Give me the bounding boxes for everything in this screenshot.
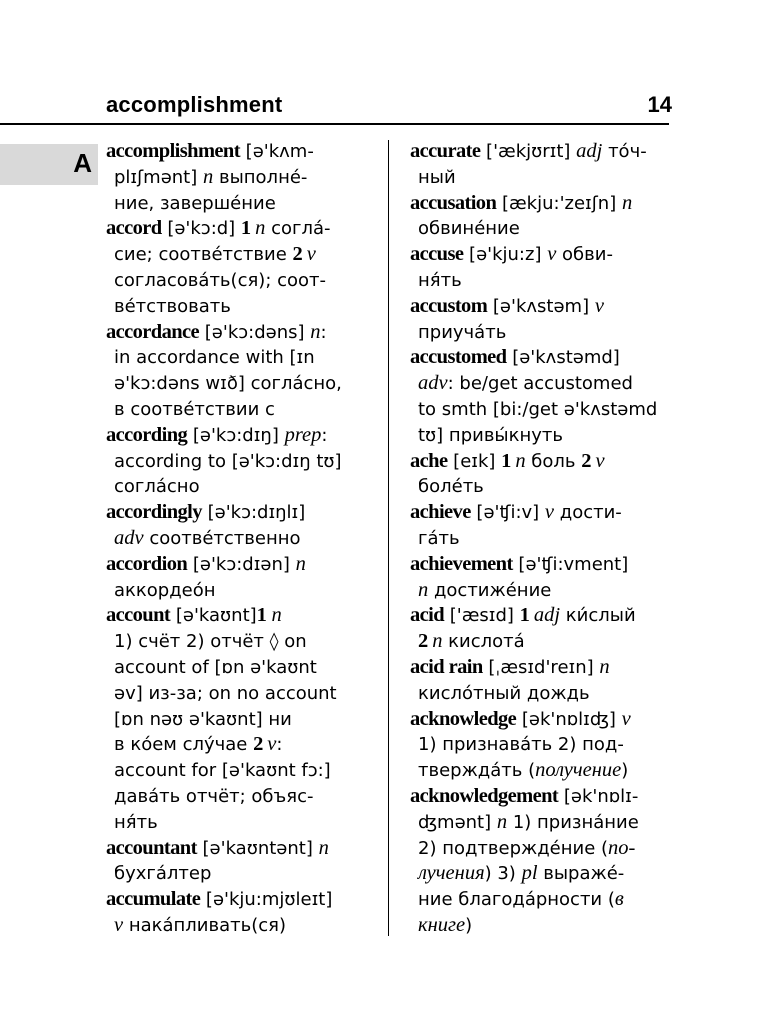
column-divider bbox=[388, 140, 389, 936]
entry-line bbox=[106, 216, 368, 242]
letter-thumb-tab bbox=[0, 144, 98, 185]
gloss-text: ве́тствовать bbox=[114, 295, 231, 317]
entry-line bbox=[410, 242, 672, 268]
gloss-text: 2) подтвержде́ние ( bbox=[418, 837, 609, 859]
entry-line bbox=[106, 526, 368, 552]
headword: 1 bbox=[501, 449, 516, 472]
gloss-text: кисло́тный дождь bbox=[418, 682, 590, 704]
dictionary-entry bbox=[106, 139, 368, 216]
entry-line bbox=[106, 887, 368, 913]
grammar-label: v bbox=[306, 243, 316, 266]
dictionary-entry bbox=[106, 500, 368, 552]
grammar-label: adj bbox=[576, 140, 603, 162]
entry-line bbox=[106, 603, 368, 629]
gloss-text: to smth [bi:/get ə'kʌstəmd bbox=[418, 398, 658, 420]
entry-line bbox=[106, 449, 368, 475]
headword: accuse bbox=[410, 243, 464, 266]
left-column bbox=[106, 139, 368, 939]
gloss-text: соотве́тственно bbox=[143, 527, 301, 549]
entry-line bbox=[410, 629, 672, 655]
entry-line bbox=[106, 474, 368, 500]
grammar-label: adv bbox=[418, 372, 448, 395]
entry-line bbox=[410, 913, 672, 939]
right-column bbox=[410, 139, 672, 939]
headword: 2 bbox=[418, 630, 433, 653]
headword: 2 bbox=[253, 733, 268, 756]
gloss-text: ) bbox=[465, 914, 473, 936]
grammar-label: получение bbox=[535, 759, 622, 782]
gloss-text: бухга́лтер bbox=[114, 863, 212, 885]
gloss-text: выраже́- bbox=[537, 863, 625, 885]
entry-line bbox=[410, 474, 672, 500]
headword: achievement bbox=[410, 552, 513, 575]
entry-line bbox=[106, 500, 368, 526]
transcription: [ə'kju:mjʊleɪt] bbox=[200, 889, 333, 911]
gloss-text: ) bbox=[621, 760, 629, 782]
entry-line bbox=[106, 552, 368, 578]
grammar-label: v bbox=[621, 707, 631, 730]
entry-line bbox=[106, 242, 368, 268]
transcription: [ɒn nəʊ ə'kaʊnt] bbox=[114, 708, 263, 730]
entry-line bbox=[410, 216, 672, 242]
dictionary-entry bbox=[410, 603, 672, 655]
dictionary-entry bbox=[106, 216, 368, 319]
transcription: [ə'kɔ:dɪən] bbox=[187, 553, 296, 575]
gloss-text: выполне́- bbox=[213, 166, 308, 188]
transcription: ʤmənt] bbox=[418, 811, 497, 833]
entry-line bbox=[410, 603, 672, 629]
dictionary-entry bbox=[410, 191, 672, 243]
headword: acknowledgement bbox=[410, 784, 559, 807]
dictionary-entry bbox=[410, 784, 672, 939]
headword: 1 bbox=[256, 604, 267, 627]
entry-line bbox=[410, 320, 672, 346]
gloss-text: приуча́ть bbox=[418, 321, 507, 343]
gloss-text: ня́ть bbox=[114, 811, 158, 833]
grammar-label: prep bbox=[284, 423, 322, 446]
headword: accustomed bbox=[410, 346, 507, 369]
transcription: [ək'nɒlɪʤ] bbox=[516, 708, 622, 730]
dictionary-entry bbox=[410, 294, 672, 346]
entry-line bbox=[410, 423, 672, 449]
headword: 2 bbox=[292, 243, 307, 266]
gloss-text: 1) призна́ние bbox=[507, 811, 639, 833]
headword: accomplishment bbox=[106, 140, 240, 162]
headword: acid bbox=[410, 604, 445, 627]
transcription: [ə'kɔ:d] bbox=[161, 218, 241, 240]
headword: accurate bbox=[410, 140, 481, 162]
headword: accordion bbox=[106, 552, 188, 575]
headword: 1 bbox=[519, 604, 534, 627]
entry-line bbox=[106, 655, 368, 681]
gloss-text: 1) признава́ть 2) под- bbox=[418, 734, 624, 756]
headword: accountant bbox=[106, 836, 197, 859]
transcription: ə'kɔ:dəns wɪð] bbox=[114, 373, 245, 395]
gloss-text: according to [ə'kɔ:dɪŋ tʊ] bbox=[114, 450, 342, 472]
transcription: [ə'kju:z] bbox=[463, 244, 548, 266]
entry-line bbox=[106, 707, 368, 733]
gloss-text: дости- bbox=[554, 502, 622, 524]
dictionary-entry bbox=[106, 320, 368, 423]
entry-line bbox=[410, 810, 672, 836]
gloss-text: əv] из-за; on no account bbox=[114, 682, 337, 704]
transcription: ['ækjʊrɪt] bbox=[480, 141, 577, 162]
grammar-label: n bbox=[202, 165, 214, 188]
transcription: [ˌæsɪd'reɪn] bbox=[482, 656, 600, 678]
gloss-text: : be/get accustomed bbox=[447, 373, 633, 395]
entry-line bbox=[410, 500, 672, 526]
dictionary-entry bbox=[410, 139, 672, 191]
entry-line bbox=[106, 629, 368, 655]
grammar-label: n bbox=[318, 836, 329, 859]
entry-line bbox=[410, 681, 672, 707]
dictionary-entry bbox=[106, 552, 368, 604]
gloss-text: ни bbox=[262, 708, 292, 730]
dictionary-entry bbox=[410, 345, 672, 448]
gloss-text: достиже́ние bbox=[428, 579, 552, 601]
headword: acknowledge bbox=[410, 707, 517, 730]
grammar-label: в bbox=[614, 888, 624, 911]
gloss-text: ние благода́рности ( bbox=[418, 889, 615, 911]
transcription: plɪʃmənt] bbox=[114, 166, 203, 188]
headword: 2 bbox=[581, 449, 596, 472]
entry-line bbox=[106, 784, 368, 810]
gloss-text: боле́ть bbox=[418, 476, 484, 498]
headword: accord bbox=[106, 217, 162, 240]
entry-line bbox=[410, 887, 672, 913]
entry-line bbox=[410, 861, 672, 887]
entry-line bbox=[106, 294, 368, 320]
entry-line bbox=[106, 191, 368, 217]
dictionary-entry bbox=[410, 707, 672, 784]
grammar-label: n bbox=[295, 552, 306, 575]
transcription: [eɪk] bbox=[447, 450, 502, 472]
headword: 1 bbox=[240, 217, 256, 240]
grammar-label: n bbox=[599, 655, 610, 678]
entry-line bbox=[410, 836, 672, 862]
grammar-label: v bbox=[595, 449, 605, 472]
entry-line bbox=[410, 294, 672, 320]
headword: according bbox=[106, 423, 188, 446]
dictionary-entry bbox=[106, 836, 368, 888]
headword: accusation bbox=[410, 191, 497, 214]
grammar-label: adv bbox=[114, 526, 144, 549]
entry-line bbox=[410, 707, 672, 733]
header-guide-word: accomplishment bbox=[106, 92, 283, 117]
gloss-text: согласова́ть(ся); соот- bbox=[114, 269, 327, 291]
gloss-text: обвине́ние bbox=[418, 218, 520, 240]
gloss-text: кислота́ bbox=[442, 631, 525, 653]
entry-line bbox=[410, 268, 672, 294]
header-rule bbox=[0, 123, 669, 125]
grammar-label: v bbox=[267, 733, 277, 756]
transcription: [ə'kɔ:dɪŋlɪ] bbox=[201, 502, 306, 524]
gloss-text: сие; соотве́тствие bbox=[114, 244, 293, 266]
page-number: 14 bbox=[647, 92, 672, 117]
dictionary-entry bbox=[106, 887, 368, 939]
entry-line bbox=[410, 191, 672, 217]
transcription: ['æsɪd] bbox=[444, 605, 520, 627]
headword: ache bbox=[410, 449, 448, 472]
grammar-label: n bbox=[515, 449, 526, 472]
headword: achieve bbox=[410, 501, 471, 524]
gloss-text: привы́кнуть bbox=[443, 424, 564, 446]
transcription: tʊ] bbox=[418, 424, 444, 446]
grammar-label: v bbox=[594, 294, 604, 317]
gloss-text: боль bbox=[525, 450, 582, 472]
grammar-label: по- bbox=[608, 836, 636, 859]
dictionary-entry bbox=[106, 423, 368, 500]
headword: accustom bbox=[410, 294, 488, 317]
entry-line bbox=[410, 165, 672, 191]
transcription: [ækju:'zeɪʃn] bbox=[496, 192, 622, 214]
entry-line bbox=[106, 423, 368, 449]
entry-line bbox=[410, 526, 672, 552]
entry-line bbox=[410, 139, 672, 165]
dictionary-entry bbox=[410, 242, 672, 294]
entry-line bbox=[410, 397, 672, 423]
gloss-text: ) 3) bbox=[484, 863, 522, 885]
transcription: [ə'kɔ:dəns] bbox=[199, 321, 311, 343]
grammar-label: v bbox=[544, 501, 555, 524]
dictionary-entry bbox=[410, 655, 672, 707]
gloss-text: account of [ɒn ə'kaʊnt bbox=[114, 656, 317, 678]
grammar-label: n bbox=[432, 630, 443, 653]
gloss-text: га́ть bbox=[418, 527, 460, 549]
gloss-text: account for [ə'kaʊnt fɔ:] bbox=[114, 760, 331, 782]
gloss-text: ный bbox=[418, 166, 456, 188]
headword: acid rain bbox=[410, 655, 483, 678]
letter-tab-label: A bbox=[73, 148, 92, 178]
headword: accumulate bbox=[106, 888, 201, 911]
transcription: [ə'kʌm- bbox=[239, 141, 314, 162]
entry-line bbox=[410, 449, 672, 475]
dictionary-entry bbox=[410, 449, 672, 501]
dictionary-entry bbox=[410, 552, 672, 604]
entry-line bbox=[106, 139, 368, 165]
gloss-text: согла́- bbox=[265, 218, 331, 240]
entry-line bbox=[410, 345, 672, 371]
transcription: [ə'kɔ:dɪŋ] bbox=[187, 424, 285, 446]
entry-line bbox=[410, 578, 672, 604]
entry-line bbox=[106, 320, 368, 346]
transcription: [ək'nɒlɪ- bbox=[558, 785, 639, 807]
grammar-label: лучения bbox=[418, 862, 485, 885]
gloss-text: в ко́ем слу́чае bbox=[114, 734, 254, 756]
entry-line bbox=[410, 758, 672, 784]
grammar-label: pl bbox=[521, 862, 538, 885]
gloss-text: 1) счёт 2) отчёт ◊ on bbox=[114, 631, 307, 653]
entry-line bbox=[106, 810, 368, 836]
gloss-text: ки́слый bbox=[560, 605, 636, 627]
entry-line bbox=[106, 836, 368, 862]
gloss-text: : bbox=[276, 734, 283, 756]
gloss-text: согла́сно bbox=[114, 476, 200, 498]
gloss-text: : bbox=[320, 321, 327, 343]
grammar-label: v bbox=[547, 243, 557, 266]
entry-line bbox=[106, 578, 368, 604]
entry-line bbox=[106, 681, 368, 707]
gloss-text: : bbox=[321, 424, 328, 446]
entry-line bbox=[106, 861, 368, 887]
gloss-text: согла́сно, bbox=[244, 373, 342, 395]
gloss-text: in accordance with [ɪn bbox=[114, 347, 315, 369]
entry-line bbox=[106, 371, 368, 397]
transcription: [ə'kaʊnt] bbox=[170, 605, 257, 627]
gloss-text: ня́ть bbox=[418, 269, 462, 291]
grammar-label: n bbox=[621, 191, 633, 214]
entry-line bbox=[410, 732, 672, 758]
gloss-text: аккордео́н bbox=[114, 579, 216, 601]
transcription: [ə'kʌstəm] bbox=[487, 295, 595, 317]
gloss-text: твержда́ть ( bbox=[418, 760, 536, 782]
entry-line bbox=[106, 913, 368, 939]
entry-line bbox=[106, 758, 368, 784]
headword: accordance bbox=[106, 320, 200, 343]
transcription: [ə'ʧi:vment] bbox=[512, 553, 629, 575]
grammar-label: n bbox=[255, 217, 266, 240]
entry-line bbox=[106, 165, 368, 191]
grammar-label: v bbox=[114, 913, 124, 936]
transcription: [ə'kaʊntənt] bbox=[196, 837, 319, 859]
grammar-label: книге bbox=[418, 913, 466, 936]
gloss-text: нака́пливать(ся) bbox=[123, 914, 287, 936]
gloss-text: то́ч- bbox=[602, 141, 647, 162]
gloss-text: ние, заверше́ние bbox=[114, 192, 276, 214]
gloss-text: в соотве́тствии с bbox=[114, 398, 275, 420]
dictionary-entry bbox=[410, 500, 672, 552]
entry-line bbox=[106, 268, 368, 294]
headword: accordingly bbox=[106, 501, 202, 524]
grammar-label: n bbox=[310, 320, 321, 343]
grammar-label: n bbox=[418, 578, 429, 601]
entry-line bbox=[106, 345, 368, 371]
entry-line bbox=[410, 552, 672, 578]
entry-line bbox=[106, 397, 368, 423]
gloss-text: дава́ть отчёт; объяс- bbox=[114, 785, 314, 807]
headword: account bbox=[106, 604, 171, 627]
dictionary-entry bbox=[106, 603, 368, 835]
entry-line bbox=[410, 784, 672, 810]
transcription: [ə'kʌstəmd] bbox=[506, 347, 620, 369]
grammar-label: n bbox=[266, 604, 282, 627]
gloss-text: обви- bbox=[556, 244, 613, 266]
entry-line bbox=[410, 371, 672, 397]
entry-line bbox=[410, 655, 672, 681]
grammar-label: n bbox=[496, 810, 508, 833]
grammar-label: adj bbox=[533, 604, 561, 627]
entry-line bbox=[106, 732, 368, 758]
transcription: [ə'ʧi:v] bbox=[470, 502, 545, 524]
